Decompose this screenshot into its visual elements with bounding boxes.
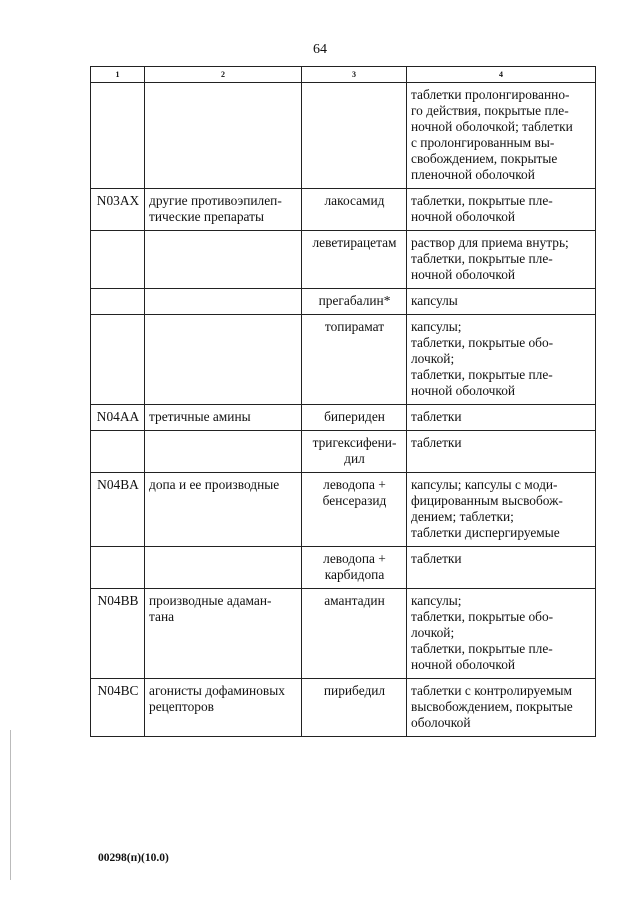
dosage-form-line: таблетки пролонгированно- [411,87,570,102]
table-row [91,679,596,737]
drug-name-line: леветирацетам [312,235,397,250]
drug-name-line: топирамат [324,319,385,334]
dosage-form-line: ночной оболочкой [411,383,516,398]
dosage-form-cell [407,315,596,405]
group-name-line: производные адаман- [149,593,272,608]
group-name-cell [145,473,302,547]
drug-name-cell [302,547,407,589]
drug-name-line: бипериден [324,409,385,424]
dosage-form-line: свобождением, покрытые [411,151,558,166]
atc-code-cell: N04BA [91,473,145,547]
group-name-line: другие противоэпилеп- [149,193,282,208]
dosage-form-line: ночной оболочкой [411,209,516,224]
group-name-cell [145,83,302,189]
table-row [91,473,596,547]
dosage-form-line: пленочной оболочкой [411,167,535,182]
dosage-form-line: лочкой; [411,625,455,640]
dosage-form-line: таблетки диспергируемые [411,525,560,540]
dosage-form-cell [407,231,596,289]
page-number: 64 [313,42,327,57]
dosage-form-cell [407,679,596,737]
dosage-form-cell [407,589,596,679]
table-row [91,547,596,589]
dosage-form-line: таблетки, покрытые пле- [411,367,553,382]
drug-name-line: бенсеразид [322,493,387,508]
group-name-line: тические препараты [149,209,264,224]
dosage-form-line: таблетки, покрытые пле- [411,251,553,266]
atc-code-cell [91,289,145,315]
dosage-form-cell [407,289,596,315]
drug-name-cell [302,405,407,431]
dosage-form-line: ночной оболочкой; таблетки [411,119,573,134]
table-row [91,315,596,405]
dosage-form-cell [407,431,596,473]
group-name-line: допа и ее производные [149,477,280,492]
dosage-form-line: капсулы; [411,593,462,608]
dosage-form-line: высвобождением, покрытые [411,699,573,714]
table-row [91,189,596,231]
dosage-form-line: таблетки, покрытые пле- [411,641,553,656]
group-name-cell [145,547,302,589]
dosage-form-line: го действия, покрытые пле- [411,103,569,118]
group-name-cell [145,405,302,431]
group-name-cell [145,289,302,315]
dosage-form-line: таблетки, покрытые обо- [411,609,554,624]
table-row [91,83,596,189]
dosage-form-line: раствор для приема внутрь; [411,235,569,250]
scan-margin-line [10,730,11,880]
dosage-form-cell [407,405,596,431]
atc-code-cell: N03AX [91,189,145,231]
drug-name-cell [302,315,407,405]
drug-table [90,66,596,737]
dosage-form-line: оболочкой [411,715,471,730]
group-name-line: агонисты дофаминовых [149,683,285,698]
table-row [91,589,596,679]
drug-name-line: пирибедил [323,683,386,698]
dosage-form-line: таблетки [411,435,462,450]
dosage-form-line: капсулы; [411,319,462,334]
table-row [91,289,596,315]
dosage-form-cell [407,473,596,547]
dosage-form-line: таблетки [411,551,462,566]
dosage-form-line: таблетки, покрытые обо- [411,335,554,350]
dosage-form-line: фицированным высвобож- [411,493,563,508]
drug-name-line: карбидопа [324,567,385,582]
dosage-form-line: ночной оболочкой [411,657,516,672]
group-name-cell [145,189,302,231]
atc-code-cell: N04BC [91,679,145,737]
drug-name-line: дил [344,451,365,466]
column-header: 4 [407,67,596,83]
atc-code-cell [91,547,145,589]
dosage-form-line: лочкой; [411,351,455,366]
table-header-row [91,67,596,83]
drug-name-cell [302,289,407,315]
group-name-cell [145,231,302,289]
dosage-form-line: ночной оболочкой [411,267,516,282]
drug-name-line: лакосамид [324,193,385,208]
group-name-line: третичные амины [149,409,251,424]
atc-code-cell [91,431,145,473]
dosage-form-line: таблетки [411,409,462,424]
drug-name-cell [302,189,407,231]
group-name-cell [145,431,302,473]
atc-code-cell [91,83,145,189]
table-row [91,231,596,289]
document-footer-code: 00298(п)(10.0) [98,852,169,864]
column-header: 1 [91,67,145,83]
drug-name-cell [302,679,407,737]
column-header: 3 [302,67,407,83]
group-name-cell [145,315,302,405]
table-row [91,431,596,473]
dosage-form-line: таблетки с контролируемым [411,683,572,698]
dosage-form-line: с пролонгированным вы- [411,135,555,150]
drug-name-cell [302,231,407,289]
drug-name-line: леводопа + [323,551,386,566]
atc-code-cell [91,231,145,289]
atc-code-cell: N04BB [91,589,145,679]
drug-name-line: леводопа + [323,477,386,492]
dosage-form-cell [407,189,596,231]
table-body [91,83,596,737]
atc-code-cell [91,315,145,405]
atc-code-cell: N04AA [91,405,145,431]
dosage-form-line: капсулы [411,293,458,308]
drug-name-line: тригексифени- [312,435,397,450]
table-row [91,405,596,431]
dosage-form-line: дением; таблетки; [411,509,514,524]
group-name-cell [145,589,302,679]
group-name-line: рецепторов [149,699,214,714]
group-name-cell [145,679,302,737]
drug-name-line: амантадин [324,593,385,608]
drug-name-cell [302,83,407,189]
dosage-form-cell [407,547,596,589]
dosage-form-line: капсулы; капсулы с моди- [411,477,558,492]
column-header: 2 [145,67,302,83]
drug-name-cell [302,589,407,679]
group-name-line: тана [149,609,175,624]
drug-name-cell [302,431,407,473]
drug-name-cell [302,473,407,547]
drug-name-line: прегабалин* [318,293,391,308]
dosage-form-line: таблетки, покрытые пле- [411,193,553,208]
dosage-form-cell [407,83,596,189]
